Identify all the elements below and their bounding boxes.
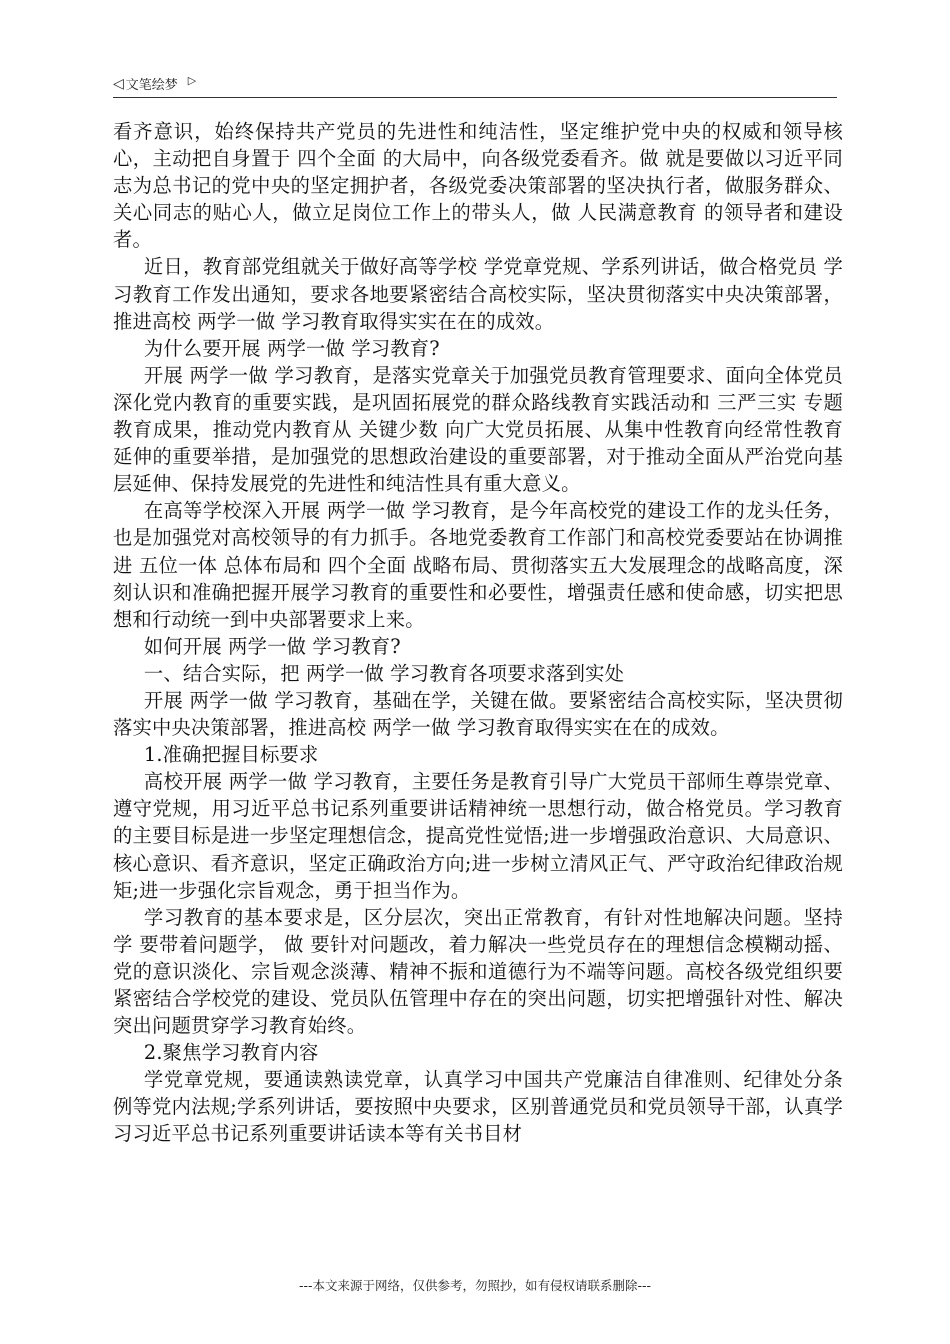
paragraph: 1.准确把握目标要求 <box>143 743 319 767</box>
paragraph: 为什么要开展 两学一做 学习教育? <box>143 336 440 360</box>
page-footer: ---本文来源于网络，仅供参考，勿照抄，如有侵权请联系删除--- <box>298 1278 652 1293</box>
page-header <box>113 72 837 98</box>
paragraph: 近日，教育部党组就关于做好高等学校 学党章党规、学系列讲话，做合格党员 学习教育工作发出通知，要求各地要紧密结合高校实际，坚决贯彻落实中央决策部署，推进高校 两学一做 学习教育取得实实在在的成效。 <box>113 255 843 333</box>
triangle-right-icon: ▷ <box>187 74 197 87</box>
paragraph: 学党章党规，要通读熟读党章，认真学习中国共产党廉洁自律准则、纪律处分条例等党内法规;学系列讲话，要按照中央要求，区别普通党员和党员领导干部，认真学习习近平总书记系列重要讲话读本等有关书目材 <box>113 1068 843 1146</box>
paragraph: 在高等学校深入开展 两学一做 学习教育，是今年高校党的建设工作的龙头任务，也是加强党对高校领导的有力抓手。各地党委教育工作部门和高校党委要站在协调推进 五位一体 总体布局和 四个全面 战略布局、贯彻落实五大发展理念的战略高度，深刻认识和准确把握开展学习教育的重要性和必要性，增强责任感和使命感，切实把思想和行动统一到中央部署要求上来。 <box>113 499 843 631</box>
triangle-left-icon: ◁ <box>113 75 124 92</box>
paragraph: 一、结合实际，把 两学一做 学习教育各项要求落到实处 <box>143 661 625 685</box>
brand <box>113 74 196 93</box>
brand-label: 文笔绘梦 <box>125 78 178 93</box>
paragraph: 学习教育的基本要求是，区分层次，突出正常教育，有针对性地解决问题。坚持 学 要带着问题学， 做 要针对问题改，着力解决一些党员存在的理想信念模糊动摇、党的意识淡化、宗旨观念淡薄、精神不振和道德行为不端等问题。高校各级党组织要紧密结合学校党的建设、党员队伍管理中存在的突出问题，切实把增强针对性、解决突出问题贯穿学习教育始终。 <box>113 905 843 1038</box>
paragraph: 如何开展 两学一做 学习教育? <box>143 634 401 658</box>
paragraph: 开展 两学一做 学习教育，是落实党章关于加强党员教育管理要求、面向全体党员深化党内教育的重要实践，是巩固拓展党的群众路线教育实践活动和 三严三实 专题教育成果，推动党内教育从 关键少数 向广大党员拓展、从集中性教育向经常性教育延伸的重要举措，是加强党的思想政治建设的重要部署，对于推动全面从严治党向基层延伸、保持发展党的先进性和纯洁性具有重大意义。 <box>113 363 843 496</box>
document-body <box>113 118 843 1148</box>
paragraph: 高校开展 两学一做 学习教育，主要任务是教育引导广大党员干部师生尊崇党章、遵守党规，用习近平总书记系列重要讲话精神统一思想行动，做合格党员。学习教育的主要目标是进一步坚定理想信念，提高党性觉悟;进一步增强政治意识、大局意识、核心意识、看齐意识，坚定正确政治方向;进一步树立清风正气、严守政治纪律政治规矩;进一步强化宗旨观念，勇于担当作为。 <box>113 770 843 902</box>
paragraph: 看齐意识，始终保持共产党员的先进性和纯洁性，坚定维护党中央的权威和领导核心，主动把自身置于 四个全面 的大局中，向各级党委看齐。做 就是要做以习近平同志为总书记的党中央的坚定拥护者，各级党委决策部署的坚决执行者，做服务群众、关心同志的贴心人，做立足岗位工作上的带头人，做 人民满意教育 的领导者和建设者。 <box>113 120 843 252</box>
paragraph: 2.聚焦学习教育内容 <box>143 1041 319 1065</box>
paragraph: 开展 两学一做 学习教育，基础在学，关键在做。要紧密结合高校实际，坚决贯彻落实中央决策部署，推进高校 两学一做 学习教育取得实实在在的成效。 <box>113 688 843 740</box>
header-rule <box>113 97 837 98</box>
